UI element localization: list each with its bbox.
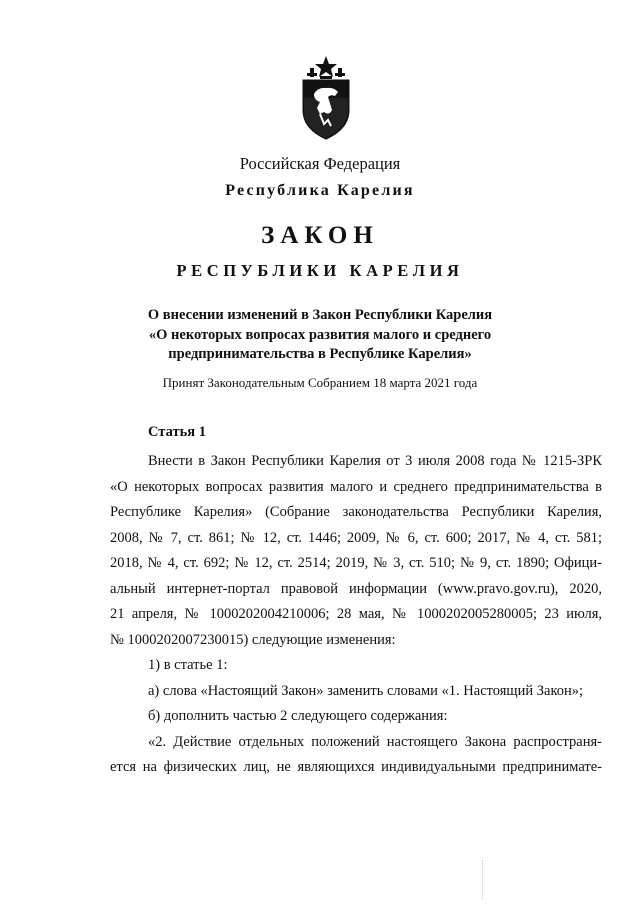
body-line: Республике Карелия» (Собрание законодательства Республики Карелия,: [110, 504, 602, 520]
law-title-line: «О некоторых вопросах развития малого и среднего: [148, 326, 492, 343]
country-name: Российская Федерация: [239, 154, 401, 173]
body-line: «О некоторых вопросах развития малого и среднего предпринимательства в: [110, 478, 602, 495]
republic-name: Республика Карелия: [225, 182, 415, 199]
body-line: Внести в Закон Республики Карелия от 3 июля 2008 года № 1215-ЗРК: [148, 453, 602, 469]
document-type: ЗАКОН: [261, 222, 379, 249]
body-line: а) слова «Настоящий Закон» заменить словами «1. Настоящий Закон»;: [148, 682, 584, 699]
body-line: б) дополнить частью 2 следующего содержания:: [148, 708, 448, 724]
body-line: ется на физических лиц, не являющихся индивидуальными предпринимате-: [110, 759, 602, 775]
body-line: 21 апреля, № 1000202004210006; 28 мая, № 1000202005280005; 23 июля,: [110, 606, 602, 622]
law-title-line: предпринимательства в Республике Карелия»: [168, 346, 472, 362]
article-heading: Статья 1: [148, 424, 206, 440]
body-line: № 1000202007230015) следующие изменения:: [110, 631, 396, 648]
law-title: [0, 306, 640, 365]
adoption-date: Принят Законодательным Собранием 18 марта 2021 года: [162, 375, 478, 390]
document-issuer: РЕСПУБЛИКИ КАРЕЛИЯ: [176, 261, 464, 280]
body-line: 2018, № 4, ст. 692; № 12, ст. 2514; 2019, № 3, ст. 510; № 9, ст. 1890; Офици-: [110, 555, 602, 571]
coat-of-arms-icon: [298, 54, 354, 142]
body-line: 2008, № 7, ст. 861; № 12, ст. 1446; 2009, № 6, ст. 600; 2017, № 4, ст. 581;: [110, 529, 602, 546]
scan-artifact: [482, 860, 484, 900]
law-title-line: О внесении изменений в Закон Республики Карелия: [147, 307, 493, 323]
body-line: 1) в статье 1:: [148, 657, 228, 673]
body-line: «2. Действие отдельных положений настоящего Закона распространя-: [148, 733, 602, 750]
body-line: альный интернет-портал правовой информации (www.pravo.gov.ru), 2020,: [110, 580, 602, 597]
article-body: [110, 449, 602, 781]
